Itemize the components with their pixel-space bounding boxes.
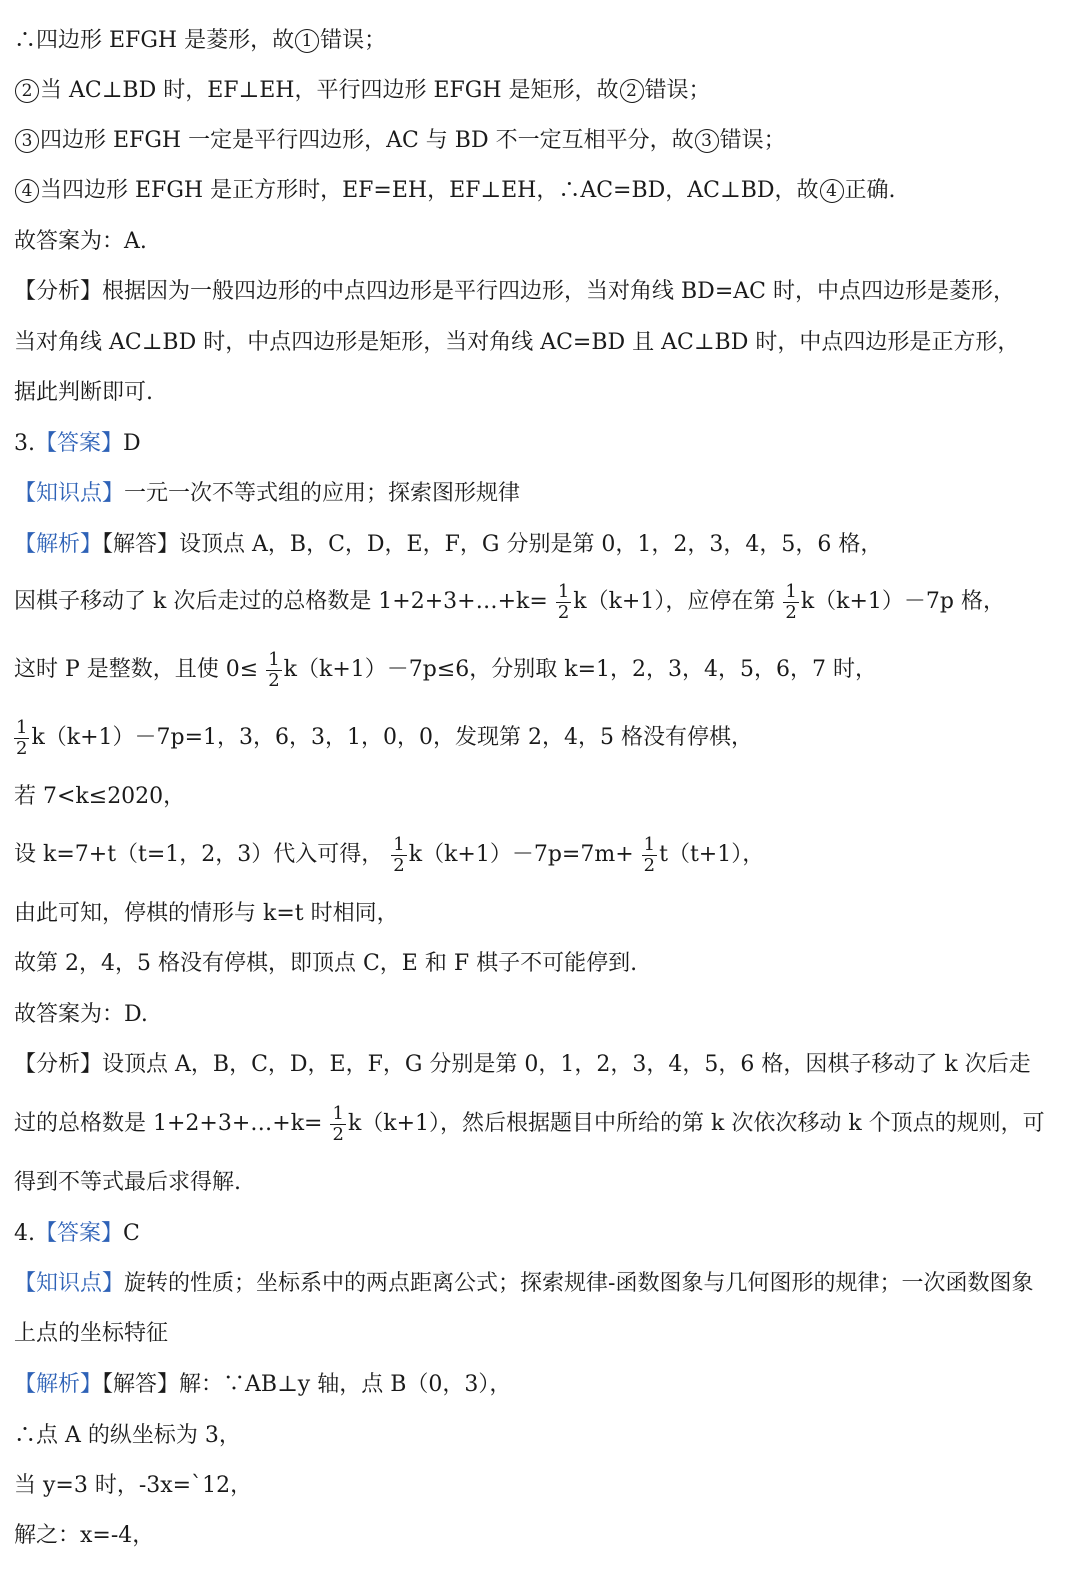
knowledge-tag: 【知识点】	[14, 481, 125, 506]
fraction-one-half	[556, 580, 571, 623]
text: 设顶点 A，B，C，D，E，F，G 分别是第 0，1，2，3，4，5，6 格，因棋子移动了 k 次后走	[102, 1052, 1031, 1077]
q3-solution-line-1	[14, 530, 1058, 560]
answer-tag: 【答案】	[35, 431, 124, 456]
q4-solution-line-4: 解之：x=-4，	[14, 1523, 155, 1548]
circled-number: 2	[15, 79, 39, 103]
q2-analysis-2: 当对角线 AC⊥BD 时，中点四边形是矩形，当对角线 AC=BD 且 AC⊥BD 时，中点四边形是正方形，	[14, 330, 1020, 355]
analysis-tag: 【分析】	[14, 1052, 103, 1077]
q3-analysis-2	[14, 1102, 1058, 1146]
q2-line-4	[14, 176, 1058, 206]
q3-solution-line-2	[14, 580, 1058, 624]
fraction-one-half	[14, 716, 29, 759]
fraction-numerator: 1	[332, 1102, 344, 1124]
answer-value: C	[123, 1221, 140, 1246]
q2-line-2	[14, 76, 1058, 106]
q2-answer: 故答案为：A.	[14, 229, 147, 254]
fraction-denominator: 2	[332, 1123, 344, 1145]
text: 过的总格数是 1+2+3+…+k=	[14, 1111, 323, 1136]
text: 四边形 EFGH 一定是平行四边形，AC 与 BD 不一定互相平分，故	[40, 128, 694, 153]
fraction-numerator: 1	[393, 833, 405, 855]
circled-number: 4	[15, 179, 39, 203]
question-number: 4.	[14, 1221, 35, 1246]
q3-solution-line-3	[14, 648, 1058, 692]
text: ∴四边形 EFGH 是菱形，故	[14, 28, 295, 53]
explanation-tag: 【解析】	[14, 1372, 103, 1397]
q4-knowledge-point-2: 上点的坐标特征	[14, 1321, 169, 1346]
circled-number: 1	[295, 29, 319, 53]
circled-number: 3	[15, 129, 39, 153]
circled-number: 4	[820, 179, 844, 203]
text: t（t+1），	[659, 842, 765, 867]
text: 解：∵AB⊥y 轴，点 B（0，3），	[179, 1372, 512, 1397]
circled-number: 2	[620, 79, 644, 103]
q4-answer-line	[14, 1219, 1058, 1249]
fraction-numerator: 1	[643, 833, 656, 855]
q2-analysis-3: 据此判断即可.	[14, 380, 153, 405]
answer-tag: 【答案】	[35, 1221, 124, 1246]
q2-line-3	[14, 126, 1058, 156]
text: 这时 P 是整数，且使 0≤	[14, 657, 259, 682]
q3-solution-line-8: 故第 2，4，5 格没有停棋，即顶点 C，E 和 F 棋子不可能停到.	[14, 951, 638, 976]
q4-solution-line-1	[14, 1370, 1058, 1400]
circled-number: 3	[695, 129, 719, 153]
fraction-denominator: 2	[268, 669, 280, 691]
q4-knowledge-point-1	[14, 1269, 1058, 1299]
text: 设顶点 A，B，C，D，E，F，G 分别是第 0，1，2，3，4，5，6 格，	[179, 532, 883, 557]
text: 错误；	[719, 128, 786, 153]
q2-analysis-1	[14, 277, 1058, 307]
fraction-denominator: 2	[643, 854, 656, 876]
text: 因棋子移动了 k 次后走过的总格数是 1+2+3+…+k=	[14, 589, 548, 614]
explanation-tag: 【解析】	[14, 532, 103, 557]
q3-solution-line-5: 若 7<k≤2020，	[14, 784, 186, 809]
q3-answer-line	[14, 429, 1058, 459]
fraction-one-half	[783, 580, 798, 623]
fraction-denominator: 2	[393, 854, 405, 876]
fraction-one-half	[391, 833, 406, 876]
fraction-one-half	[330, 1102, 345, 1145]
text: 一元一次不等式组的应用；探索图形规律	[124, 481, 521, 506]
text: 设 k=7+t（t=1，2，3）代入可得，	[14, 842, 384, 867]
fraction-denominator: 2	[557, 601, 570, 623]
q3-solution-line-7: 由此可知，停棋的情形与 k=t 时相同，	[14, 901, 399, 926]
q3-solution-line-4	[14, 716, 1058, 760]
text: k（k+1），应停在第	[573, 589, 776, 614]
text: k（k+1）－7p 格，	[800, 589, 1005, 614]
text: 错误；	[644, 78, 711, 103]
fraction-numerator: 1	[785, 580, 797, 602]
fraction-one-half	[642, 833, 657, 876]
fraction-denominator: 2	[16, 737, 28, 759]
q3-analysis-1	[14, 1050, 1058, 1080]
q4-solution-line-3: 当 y=3 时，-3x=`12，	[14, 1473, 253, 1498]
text: 正确.	[844, 178, 896, 203]
q3-knowledge-point	[14, 479, 1058, 509]
q4-solution-line-2: ∴点 A 的纵坐标为 3，	[14, 1423, 241, 1448]
solution-tag: 【解答】	[102, 1372, 180, 1397]
fraction-numerator: 1	[268, 648, 280, 670]
text: 当四边形 EFGH 是正方形时，EF=EH，EF⊥EH，∴AC=BD，AC⊥BD，故	[40, 178, 819, 203]
q2-line-1	[14, 26, 1058, 56]
fraction-one-half	[266, 648, 281, 691]
fraction-numerator: 1	[16, 716, 28, 738]
text: k（k+1），然后根据题目中所给的第 k 次依次移动 k 个顶点的规则，可	[347, 1111, 1045, 1136]
text: k（k+1）－7p=1，3，6，3，1，0，0，发现第 2，4，5 格没有停棋，	[31, 725, 754, 750]
text: 旋转的性质；坐标系中的两点距离公式；探索规律-函数图象与几何图形的规律；一次函数图象	[124, 1271, 1034, 1296]
text: 错误；	[320, 28, 387, 53]
analysis-tag: 【分析】	[14, 279, 103, 304]
text: 当 AC⊥BD 时，EF⊥EH，平行四边形 EFGH 是矩形，故	[40, 78, 619, 103]
text: 根据因为一般四边形的中点四边形是平行四边形，当对角线 BD=AC 时，中点四边形是菱形，	[102, 279, 1015, 304]
fraction-denominator: 2	[785, 601, 797, 623]
q3-solution-answer: 故答案为：D.	[14, 1002, 148, 1027]
q3-solution-line-6	[14, 833, 1058, 877]
question-number: 3.	[14, 431, 35, 456]
q3-analysis-3: 得到不等式最后求得解.	[14, 1170, 241, 1195]
answer-value: D	[123, 431, 141, 456]
text: k（k+1）－7p≤6，分别取 k=1，2，3，4，5，6，7 时，	[283, 657, 878, 682]
fraction-numerator: 1	[557, 580, 570, 602]
knowledge-tag: 【知识点】	[14, 1271, 125, 1296]
text: k（k+1）－7p=7m+	[408, 842, 634, 867]
solution-tag: 【解答】	[102, 532, 180, 557]
